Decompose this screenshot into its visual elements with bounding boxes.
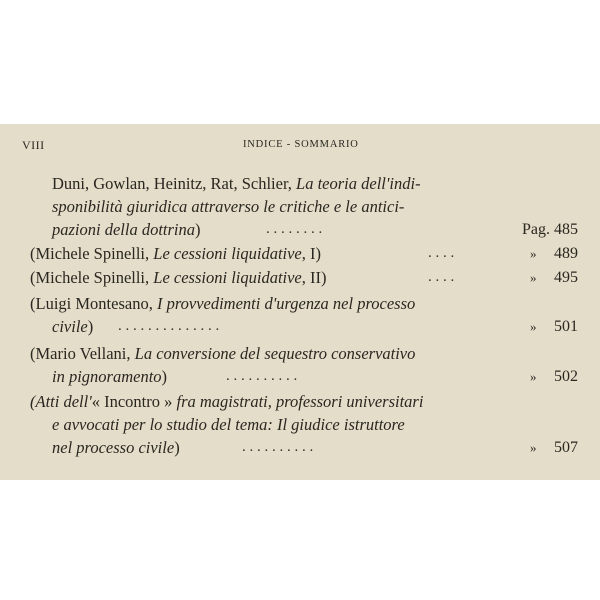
entry-author: (Michele Spinelli,: [30, 268, 154, 287]
entry-title: La teoria dell'indi-: [296, 174, 421, 193]
entry-title-cont: e avvocati per lo studio del tema: Il giudice istruttore: [52, 415, 405, 434]
dot-leader: . . . . . . . . . .: [242, 439, 314, 455]
entry-title: Le cessioni liquidative: [153, 244, 302, 263]
page-number: 502: [554, 368, 578, 385]
dot-leader: . . . . . . . . . .: [226, 368, 298, 384]
book-page: [0, 124, 600, 480]
quoted-word: « Incontro »: [91, 392, 173, 411]
running-header: [0, 138, 600, 154]
ibid-mark: »: [530, 246, 537, 261]
entry-title: I provvedimenti d'urgenza nel processo: [156, 294, 416, 313]
toc-entry: (Atti dell'« Incontro » fra magistrati, professori universitari e avvocati per lo studio del tema: Il giudice istruttore nel processo civile) . . . . . . . . . . » 507: [30, 392, 578, 457]
ibid-mark: »: [530, 319, 537, 334]
ibid-mark: »: [530, 369, 537, 384]
ibid-mark: »: [530, 270, 537, 285]
toc-entry: Duni, Gowlan, Heinitz, Rat, Schlier, La teoria dell'indi- sponibilità giuridica attraverso le critiche e le antici- pazioni della dottrina) . . . . . . . . Pag. 485: [52, 174, 578, 239]
ibid-mark: »: [530, 440, 537, 455]
entry-title: Le cessioni liquidative: [153, 268, 302, 287]
entry-title-cont: nel processo civile: [52, 438, 175, 457]
entry-title-cont: in pignoramento: [52, 367, 162, 386]
page-number: Pag. 485: [522, 221, 578, 238]
entry-authors: Duni, Gowlan, Heinitz, Rat, Schlier,: [52, 174, 297, 193]
toc-entry: (Mario Vellani, La conversione del sequestro conservativo in pignoramento) . . . . . . . . . . » 502: [30, 344, 578, 386]
entry-title-cont: civile: [52, 317, 88, 336]
page-number: 501: [554, 318, 578, 335]
entry-title: La conversione del sequestro conservativo: [134, 344, 416, 363]
dot-leader: . . . . . . . . . . . . . .: [118, 318, 220, 334]
running-title: INDICE - SOMMARIO: [243, 139, 359, 150]
entry-author: (Luigi Montesano,: [30, 294, 157, 313]
toc-entry: (Michele Spinelli, Le cessioni liquidative, II) . . . . » 495: [30, 268, 578, 287]
entry-author: (Michele Spinelli,: [30, 244, 154, 263]
toc-entry: (Michele Spinelli, Le cessioni liquidative, I) . . . . » 489: [30, 244, 578, 263]
dot-leader: . . . .: [428, 245, 455, 261]
toc-entry: (Luigi Montesano, I provvedimenti d'urgenza nel processo civile) . . . . . . . . . . . . . . » 501: [30, 294, 578, 336]
page-folio: VIII: [22, 138, 45, 152]
entry-title-cont: pazioni della dottrina: [52, 220, 196, 239]
entry-title: fra magistrati, professori universitari: [172, 392, 424, 411]
entry-title-cont: sponibilità giuridica attraverso le critiche e le antici-: [52, 197, 405, 216]
page-number: 489: [554, 245, 578, 262]
dot-leader: . . . . . . . .: [266, 221, 323, 237]
page-number: 495: [554, 269, 578, 286]
dot-leader: . . . .: [428, 269, 455, 285]
page-number: 507: [554, 439, 578, 456]
entry-author: (Mario Vellani,: [30, 344, 135, 363]
